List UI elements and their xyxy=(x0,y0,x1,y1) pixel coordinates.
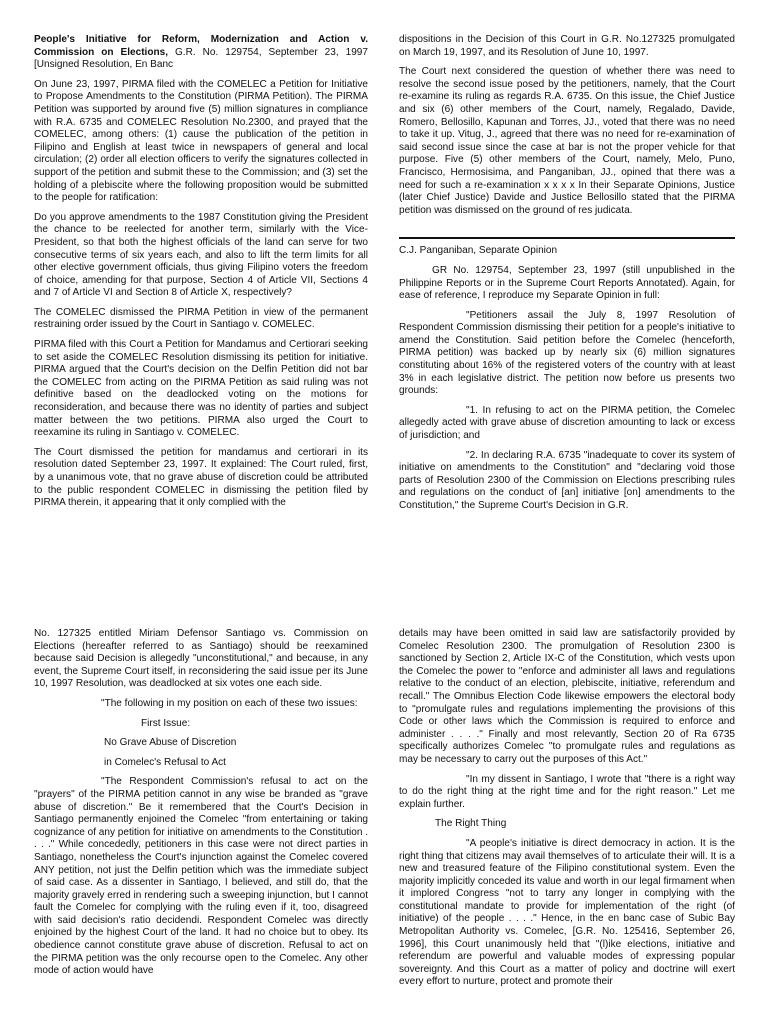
paragraph: The COMELEC dismissed the PIRMA Petition in view of the permanent restraining order issued by the Court in Santiago v. COMELEC. xyxy=(34,306,368,331)
paragraph: Do you approve amendments to the 1987 Constitution giving the President the chance to be reelected for another term, similarly with the Vice-President, so that both the highest officials of the land can serve for two consecutive terms of six years each, and also to lift the term limits for all other elective government officials, thus giving Filipino voters the freedom of choice, amending for that purpose, Section 4 of Article VII, Sections 4 and 7 of Article VI and Section 8 of Article X, respectively? xyxy=(34,211,368,299)
page1-left-column xyxy=(34,34,368,554)
page2-left-column xyxy=(34,628,368,1024)
paragraph: dispositions in the Decision of this Court in G.R. No.127325 promulgated on March 19, 1997, and its Resolution of June 10, 1997. xyxy=(399,34,735,58)
paragraph: No. 127325 entitled Miriam Defensor Santiago vs. Commission on Elections (hereafter referred to as Santiago) should be reexamined because said Decision is allegedly "unconstitutional," and because, in any event, the Supreme Court itself, in reconsidering the said issue per its June 10, 1997 Resolution, was deadlocked at six votes one each side. xyxy=(34,628,368,690)
paragraph: PIRMA filed with this Court a Petition for Mandamus and Certiorari seeking to set aside the COMELEC Resolution dismissing its petition for initiative. PIRMA argued that the Court's decision on the Delfin Petition did not bar the COMELEC from acting on the PIRMA Petition as said ruling was not definitive based on the deadlocked voting on the motions for reconsideration, and because there was no identity of parties and subject matter between the two petitions. PIRMA also urged the Court to reexamine its ruling in Santiago v. COMELEC. xyxy=(34,339,368,439)
subheading: First Issue: xyxy=(141,717,191,729)
case-title-bold: People's Initiative for Reform, Modernization and Action v. Commission on Elections, xyxy=(34,34,368,58)
page2-right-column xyxy=(399,628,735,1024)
paragraph: The Court next considered the question of whether there was need to resolve the second issue posed by the petitioners, namely, that the Court re-examine its ruling as regards R.A. 6735. On this issue, the Chief Justice and six (6) other members of the Court, namely, Regalado, Davide, Romero, Bellosillo, Kapunan and Torres, JJ., voted that there was no need to take it up. Vitug, J., agreed that there was no need for re-examination of said second issue since the case at bar is not the proper vehicle for that purpose. Five (5) other members of the Court, namely, Melo, Puno, Francisco, Hermosisima, and Panganiban, JJ., opined that there was a need for such a re-examination x x x x In their Separate Opinions, Justice (later Chief Justice) Davide and Justice Bellosillo stated that the PIRMA petition was dismissed on the ground of res judicata. xyxy=(399,66,735,216)
subheading: The Right Thing xyxy=(435,818,507,830)
case-title xyxy=(34,34,368,72)
subheading: No Grave Abuse of Discretion xyxy=(104,737,237,749)
paragraph: "Petitioners assail the July 8, 1997 Resolution of Respondent Commission dismissing their petition for a people's initiative to amend the Constitution. Said petition before the Comelec (henceforth, PIRMA petition) was backed up by nearly six (6) million signatures constituting about 16% of the registered voters of the country with at least 3% in each legislative district. The petition now before us presents two grounds: xyxy=(399,309,735,397)
paragraph: "A people's initiative is direct democracy in action. It is the right thing that citizens may avail themselves of to articulate their will. It is a new and treasured feature of the Filipino constitutional system. Even the majority implicitly conceded its value and worth in our legal firmament when it implored Congress "not to tarry any longer in complying with the constitutional mandate to provide for implementation of the right (of initiative) of the people . . . ." Hence, in the en banc case of Subic Bay Metropolitan Authority vs. Comelec, [G.R. No. 125416, September 26, 1996], this Court unanimously held that "(l)ike elections, initiative and referendum are powerful and valuable modes of expressing popular sovereignty. And this Court as a matter of policy and doctrine will exert every effort to nurture, protect and promote their xyxy=(399,837,735,988)
paragraph: "The Respondent Commission's refusal to act on the "prayers" of the PIRMA petition cannot in any wise be branded as "grave abuse of discretion." Be it remembered that the Court's Decision in Santiago permanently enjoined the Comelec "from entertaining or taking cognizance of any petition for initiative on amendments to the Constitution . . . ." While concededly, petitioners in this case were not direct parties in Santiago, nonetheless the Court's injunction against the Comelec covered ANY petition, not just the Delfin petition which was the immediate subject of said case. As a dissenter in Santiago, I believed, and still do, that the majority gravely erred in rendering such a sweeping injunction, but I cannot fault the Comelec for complying with the ruling even if it, too, disagreed with said decision's ratio decidendi. Respondent Comelec was directly enjoined by the highest Court of the land. It had no choice but to obey. Its obedience cannot constitute grave abuse of discretion. Refusal to act on the PIRMA petition was the only recourse open to the Comelec. Any other mode of action would have xyxy=(34,776,368,977)
section-heading: C.J. Panganiban, Separate Opinion xyxy=(399,245,558,257)
paragraph: "The following in my position on each of these two issues: xyxy=(101,697,358,709)
case-title-rest: G.R. No. 129754, September 23, 1997 [Unsigned Resolution, En Banc xyxy=(34,46,368,71)
paragraph: details may have been omitted in said law are satisfactorily provided by Comelec Resolution 2300. The promulgation of Resolution 2300 is sanctioned by Section 2, Article IX-C of the Constitution, which vests upon the Comelec the power to "enforce and administer all laws and regulations relative to the conduct of an election, plebiscite, initiative, referendum and recall." The Omnibus Election Code likewise empowers the electoral body to "promulgate rules and regulations implementing the provisions of this Code or other laws which the Commission is required to enforce and administer . . . ." Finally and most relevantly, Section 20 of Ra 6735 specifically authorizes Comelec "to promulgate rules and regulations as may be necessary to carry out the purposes of this Act." xyxy=(399,628,735,765)
paragraph: On June 23, 1997, PIRMA filed with the COMELEC a Petition for Initiative to Propose Amendments to the Constitution (PIRMA Petition). The PIRMA Petition was supported by around five (5) million signatures in compliance with R.A. 6735 and COMELEC Resolution No.2300, and prayed that the COMELEC, among others: (1) cause the publication of the petition in Filipino and English at least twice in newspapers of general and local circulation; (2) order all election officers to verify the signatures collected in support of the petition and submit these to the Commission; and (3) set the holding of a plebiscite where the following proposition would be submitted to the people for ratification: xyxy=(34,78,368,204)
paragraph: "1. In refusing to act on the PIRMA petition, the Comelec allegedly acted with grave abuse of discretion amounting to lack or excess of jurisdiction; and xyxy=(399,404,735,442)
page1-right-column xyxy=(399,34,735,554)
paragraph: "2. In declaring R.A. 6735 "inadequate to cover its system of initiative on amendments to the Constitution" and "declaring void those parts of Resolution 2300 of the Commission on Elections prescribing rules and regulations on the conduct of [an] initiative [on] amendments to the Constitution," the Supreme Court's Decision in G.R. xyxy=(399,449,735,511)
paragraph: The Court dismissed the petition for mandamus and certiorari in its resolution dated September 23, 1997. It explained: The Court ruled, first, by a unanimous vote, that no grave abuse of discretion could be attributed to the public respondent COMELEC in dismissing the petition filed by PIRMA therein, it appearing that it only complied with the xyxy=(34,446,368,509)
section-divider xyxy=(399,237,735,239)
subheading: in Comelec's Refusal to Act xyxy=(104,756,226,768)
paragraph: GR No. 129754, September 23, 1997 (still unpublished in the Philippine Reports or in the Supreme Court Reports Annotated). Again, for ease of reference, I reproduce my Separate Opinion in full: xyxy=(399,264,735,302)
paragraph: "In my dissent in Santiago, I wrote that "there is a right way to do the right thing at the right time and for the right reason." Let me explain further. xyxy=(399,773,735,810)
